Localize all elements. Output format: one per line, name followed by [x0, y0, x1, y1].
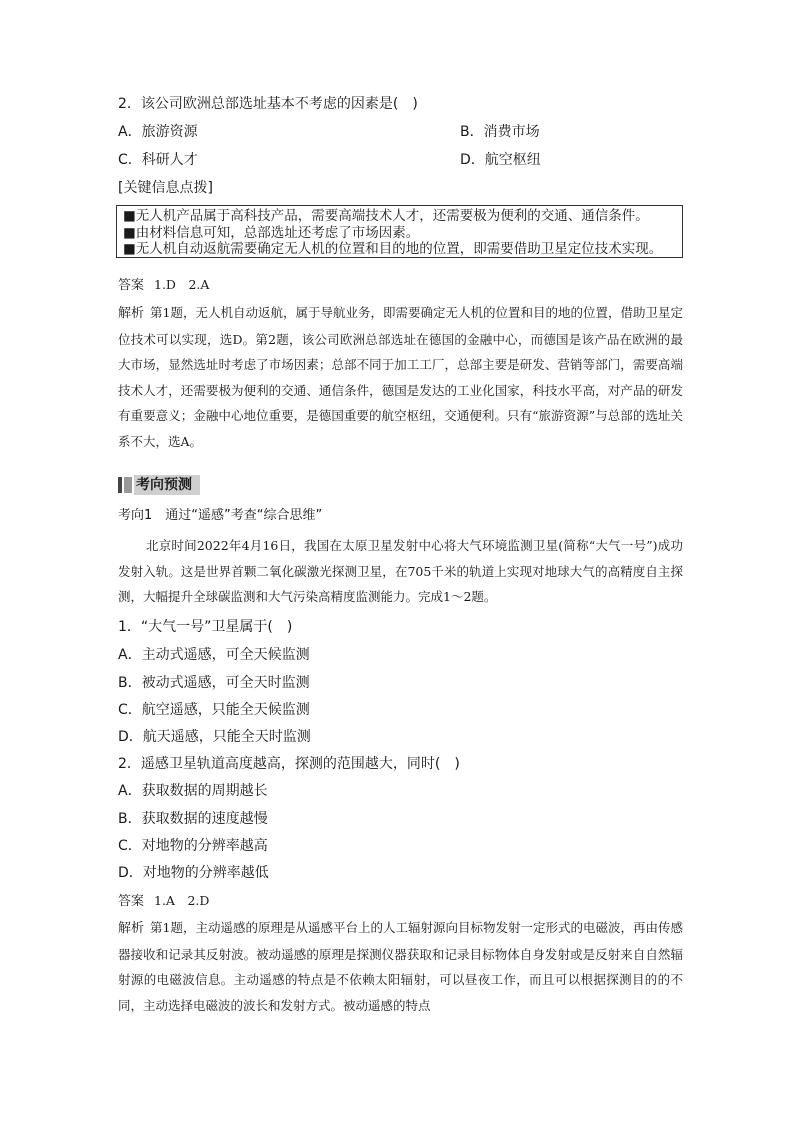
- analysis-label-2: 解析: [118, 921, 145, 936]
- hint-line-1: ■无人机产品属于高科技产品，需要高端技术人才，还需要极为便利的交通、通信条件。: [123, 208, 649, 224]
- direction-heading: 考向1 通过“遥感”考查“综合思维”: [118, 508, 323, 523]
- question-1-stem: 1．“大气一号”卫星属于( ): [118, 619, 293, 635]
- question-1-option-d: D．航天遥感，只能全天时监测: [118, 729, 311, 745]
- option-c: C．科研人才: [118, 152, 198, 168]
- hint-line-2: ■由材料信息可知，总部选址还考虑了市场因素。: [123, 224, 420, 241]
- answer-text: 1.D 2.A: [154, 277, 210, 292]
- hint-box: [116, 205, 683, 258]
- answer-line-2: [118, 891, 209, 912]
- section-title: 考向预测: [134, 475, 200, 495]
- hint-label: [关键信息点拨]: [118, 180, 213, 196]
- question-2-stem: 2．该公司欧洲总部选址基本不考虑的因素是( ): [118, 96, 418, 112]
- question-2b-option-a: A．获取数据的周期越长: [118, 783, 268, 799]
- question-2b-option-c: C．对地物的分辨率越高: [118, 838, 268, 854]
- option-b: B．消费市场: [460, 124, 540, 140]
- analysis-label: 解析: [118, 306, 145, 321]
- analysis-text: 第1题，无人机自动返航，属于导航业务，即需要确定无人机的位置和目的地的位置，借助卫星定位技术可以实现，选D。第2题，该公司欧洲总部选址在德国的金融中心，而德国是该产品在欧洲的最大市场，显然选址时考虑了市场因素；总部不同于加工工厂，总部主要是研发、营销等部门，需要高端技术人才，还需要极为便利的交通、通信条件，德国是发达的工业化国家，科技水平高，对产品的研发有重要意义；金融中心地位重要，是德国重要的航空枢纽，交通便利。只有“旅游资源”与总部的选址关系不大，选A。: [118, 305, 683, 449]
- answer-line-1: [118, 275, 209, 296]
- answer-label-2: 答案: [118, 894, 145, 909]
- option-d: D．航空枢纽: [460, 152, 541, 168]
- question-2b-stem: 2．遥感卫星轨道高度越高，探测的范围越大，同时( ): [118, 756, 460, 772]
- question-2b-option-d: D．对地物的分辨率越低: [118, 865, 269, 881]
- question-2b-option-b: B．获取数据的速度越慢: [118, 811, 268, 827]
- section-marker-icon: [118, 477, 122, 493]
- analysis-paragraph-2: [118, 915, 683, 1018]
- section-header: [118, 475, 200, 495]
- material-paragraph: 北京时间2022年4月16日，我国在太原卫星发射中心将大气环境监测卫星(简称“大气一号”)成功发射入轨。这是世界首颗二氧化碳激光探测卫星，在705千米的轨道上实现对地球大气的高精度自主探测，大幅提升全球碳监测和大气污染高精度监测能力。完成1～2题。: [118, 538, 683, 604]
- question-2-options-row1: [118, 122, 540, 142]
- answer-label: 答案: [118, 278, 145, 293]
- answer-text-2: 1.A 2.D: [154, 893, 210, 908]
- question-1-option-a: A．主动式遥感，可全天候监测: [118, 647, 310, 663]
- analysis-paragraph-1: [118, 300, 683, 454]
- question-1-option-c: C．航空遥感，只能全天候监测: [118, 702, 310, 718]
- section-marker-icon-2: [124, 477, 132, 493]
- analysis-text-2: 第1题，主动遥感的原理是从遥感平台上的人工辐射源向目标物发射一定形式的电磁波，再由传感器接收和记录其反射波。被动遥感的原理是探测仪器获取和记录目标物体自身发射或是反射来自自然辐射源的电磁波信息。主动遥感的特点是不依赖太阳辐射，可以昼夜工作，而且可以根据探测目的的不同，主动选择电磁波的波长和发射方式。被动遥感的特点: [118, 920, 683, 1013]
- question-2-options-row2: [118, 150, 541, 170]
- option-a: A．旅游资源: [118, 124, 198, 140]
- question-1-option-b: B．被动式遥感，可全天时监测: [118, 675, 310, 691]
- hint-line-3: ■无人机自动返航需要确定无人机的位置和目的地的位置，即需要借助卫星定位技术实现。: [123, 241, 663, 257]
